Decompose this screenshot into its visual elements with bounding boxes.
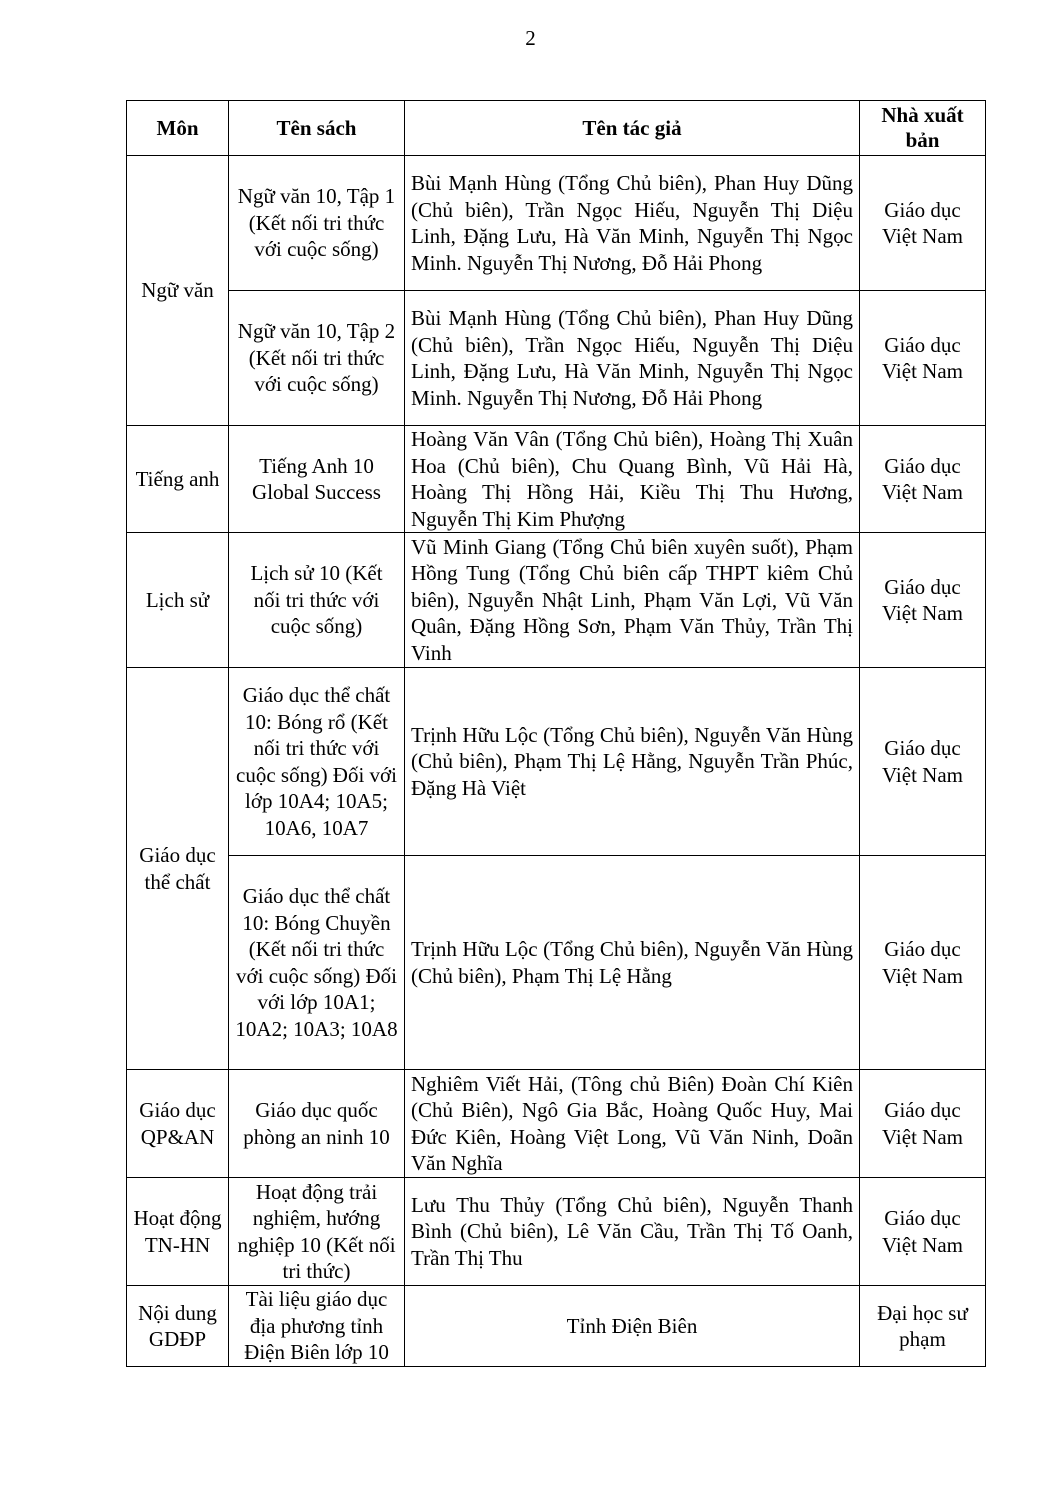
subject-cell: Ngữ văn xyxy=(127,156,229,426)
publisher-cell: Giáo dục Việt Nam xyxy=(860,533,986,668)
textbook-table xyxy=(126,100,986,1367)
authors-cell: Vũ Minh Giang (Tổng Chủ biên xuyên suốt), Phạm Hồng Tung (Tổng Chủ biên cấp THPT kiêm Chủ biên), Nguyễn Nhật Linh, Phạm Văn Lợi, Vũ Văn Quân, Đặng Hồng Sơn, Phạm Văn Thủy, Trần Thị Vinh xyxy=(405,533,860,668)
book-title-cell: Ngữ văn 10, Tập 2 (Kết nối tri thức với cuộc sống) xyxy=(229,291,405,426)
publisher-cell: Giáo dục Việt Nam xyxy=(860,1070,986,1178)
authors-cell: Bùi Mạnh Hùng (Tổng Chủ biên), Phan Huy Dũng (Chủ biên), Trần Ngọc Hiếu, Nguyễn Thị Diệu Linh, Đặng Lưu, Hà Văn Minh, Nguyễn Thị Ngọc Minh. Nguyễn Thị Nương, Đỗ Hải Phong xyxy=(405,291,860,426)
publisher-cell: Giáo dục Việt Nam xyxy=(860,156,986,291)
table-header-row xyxy=(127,101,986,156)
subject-cell: Hoạt động TN-HN xyxy=(127,1178,229,1286)
table-row xyxy=(127,668,986,856)
publisher-cell: Giáo dục Việt Nam xyxy=(860,291,986,426)
table-row xyxy=(127,156,986,291)
subject-cell: Tiếng anh xyxy=(127,426,229,533)
publisher-cell: Giáo dục Việt Nam xyxy=(860,856,986,1070)
table-row xyxy=(127,291,986,426)
subject-cell: Giáo dục thể chất xyxy=(127,668,229,1070)
book-title-cell: Giáo dục thể chất 10: Bóng Chuyền (Kết nối tri thức với cuộc sống) Đối với lớp 10A1; 10A2; 10A3; 10A8 xyxy=(229,856,405,1070)
authors-cell: Trịnh Hữu Lộc (Tổng Chủ biên), Nguyễn Văn Hùng (Chủ biên), Phạm Thị Lệ Hằng, Nguyễn Trần Phúc, Đặng Hà Việt xyxy=(405,668,860,856)
header-authors: Tên tác giả xyxy=(405,101,860,156)
subject-cell: Lịch sử xyxy=(127,533,229,668)
book-title-cell: Tiếng Anh 10 Global Success xyxy=(229,426,405,533)
book-title-cell: Lịch sử 10 (Kết nối tri thức với cuộc sống) xyxy=(229,533,405,668)
book-title-cell: Giáo dục quốc phòng an ninh 10 xyxy=(229,1070,405,1178)
publisher-cell: Giáo dục Việt Nam xyxy=(860,668,986,856)
subject-cell: Giáo dục QP&AN xyxy=(127,1070,229,1178)
authors-cell: Hoàng Văn Vân (Tổng Chủ biên), Hoàng Thị Xuân Hoa (Chủ biên), Chu Quang Bình, Vũ Hải Hà, Hoàng Thị Hồng Hải, Kiều Thị Thu Hương, Nguyễn Thị Kim Phượng xyxy=(405,426,860,533)
table-row xyxy=(127,426,986,533)
authors-cell: Trịnh Hữu Lộc (Tổng Chủ biên), Nguyễn Văn Hùng (Chủ biên), Phạm Thị Lệ Hằng xyxy=(405,856,860,1070)
table-row xyxy=(127,1070,986,1178)
authors-cell: Nghiêm Viết Hải, (Tông chủ Biên) Đoàn Chí Kiên (Chủ Biên), Ngô Gia Bắc, Hoàng Quốc Huy, Mai Đức Kiên, Hoàng Việt Long, Vũ Văn Ninh, Doãn Văn Nghĩa xyxy=(405,1070,860,1178)
header-book: Tên sách xyxy=(229,101,405,156)
table-row xyxy=(127,1286,986,1367)
publisher-cell: Giáo dục Việt Nam xyxy=(860,1178,986,1286)
header-subject: Môn xyxy=(127,101,229,156)
book-title-cell: Giáo dục thể chất 10: Bóng rổ (Kết nối tri thức với cuộc sống) Đối với lớp 10A4; 10A5; 10A6, 10A7 xyxy=(229,668,405,856)
subject-cell: Nội dung GDĐP xyxy=(127,1286,229,1367)
publisher-cell: Đại học sư phạm xyxy=(860,1286,986,1367)
book-title-cell: Tài liệu giáo dục địa phương tỉnh Điện Biên lớp 10 xyxy=(229,1286,405,1367)
table-row xyxy=(127,1178,986,1286)
table-row xyxy=(127,856,986,1070)
authors-cell: Bùi Mạnh Hùng (Tổng Chủ biên), Phan Huy Dũng (Chủ biên), Trần Ngọc Hiếu, Nguyễn Thị Diệu Linh, Đặng Lưu, Hà Văn Minh, Nguyễn Thị Ngọc Minh. Nguyễn Thị Nương, Đỗ Hải Phong xyxy=(405,156,860,291)
header-publisher: Nhà xuất bản xyxy=(860,101,986,156)
publisher-cell: Giáo dục Việt Nam xyxy=(860,426,986,533)
table-row xyxy=(127,533,986,668)
page-number: 2 xyxy=(525,26,536,50)
authors-cell: Lưu Thu Thủy (Tổng Chủ biên), Nguyễn Thanh Bình (Chủ biên), Lê Văn Cầu, Trần Thị Tố Oanh, Trần Thị Thu xyxy=(405,1178,860,1286)
book-title-cell: Ngữ văn 10, Tập 1 (Kết nối tri thức với cuộc sống) xyxy=(229,156,405,291)
book-title-cell: Hoạt động trải nghiệm, hướng nghiệp 10 (Kết nối tri thức) xyxy=(229,1178,405,1286)
authors-cell: Tỉnh Điện Biên xyxy=(405,1286,860,1367)
